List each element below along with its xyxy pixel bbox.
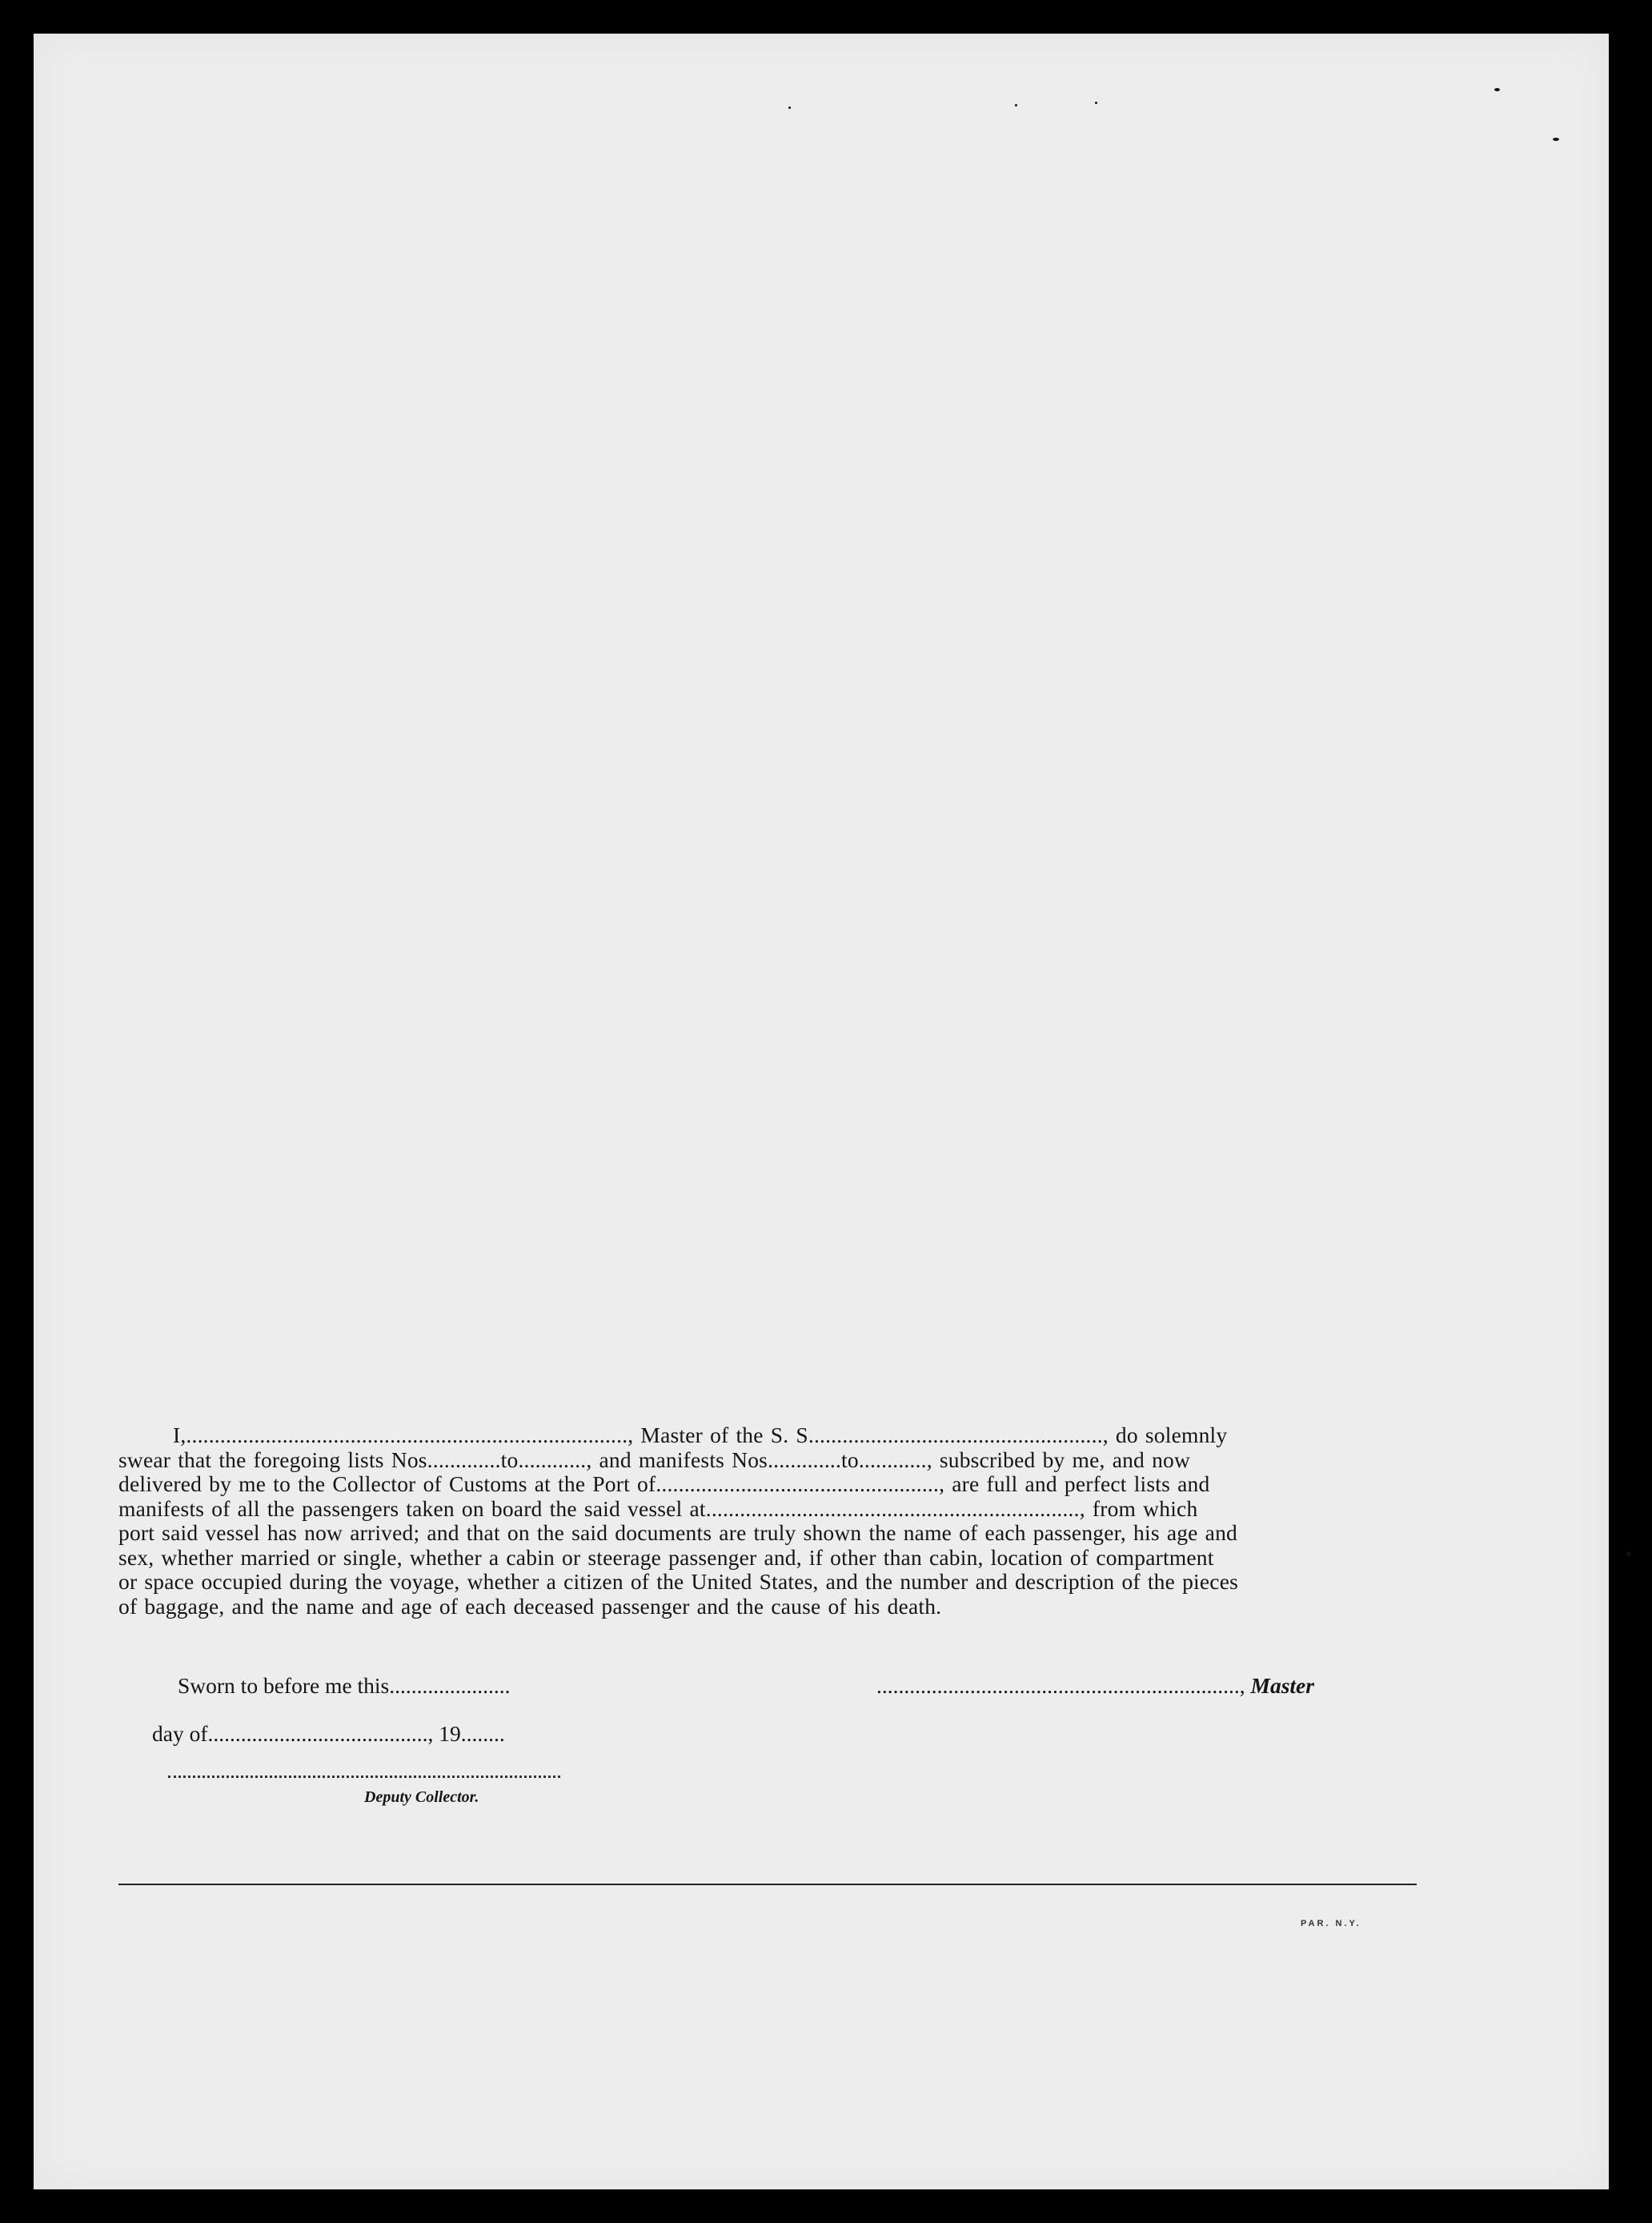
oath-line-6 <box>118 1546 1434 1571</box>
oath-line-text: or space occupied during the voyage, whether a citizen of the United States, and the number and description of the pieces <box>118 1569 1239 1594</box>
oath-line-3 <box>118 1472 1434 1497</box>
oath-line-4 <box>118 1497 1434 1522</box>
oath-line-7 <box>118 1570 1434 1595</box>
oath-line-text: sex, whether married or single, whether a cabin or steerage passenger and, if other than cabin, location of compartment <box>118 1544 1214 1570</box>
master-label: Master <box>1250 1673 1314 1698</box>
oath-paragraph <box>118 1423 1434 1619</box>
sworn-line <box>178 1673 511 1699</box>
bottom-rule <box>118 1884 1417 1885</box>
oath-line-text: of baggage, and the name and age of each deceased passenger and the cause of his death. <box>118 1593 942 1619</box>
day-text: day of........................................, 19........ <box>152 1721 505 1746</box>
sworn-text: Sworn to before me this...................... <box>178 1673 511 1698</box>
form-page <box>34 34 1609 2189</box>
oath-line-8 <box>118 1595 1434 1619</box>
oath-line-5 <box>118 1521 1434 1546</box>
scan-speck <box>1015 104 1017 106</box>
oath-line-text: swear that the foregoing lists Nos.............to............, and manifests Nos.............to............, subscribed by me, and now <box>118 1447 1191 1472</box>
master-signature-dots: .................................................................., <box>876 1673 1245 1698</box>
master-signature-line <box>876 1673 1314 1699</box>
oath-line-text: port said vessel has now arrived; and that on the said documents are truly shown the name of each passenger, his age and <box>118 1520 1237 1545</box>
deputy-collector-label: Deputy Collector. <box>364 1788 479 1806</box>
scan-speck <box>788 106 791 109</box>
scan-speck <box>1626 1551 1631 1556</box>
scan-speck <box>1553 138 1559 141</box>
oath-line-text: manifests of all the passengers taken on board the said vessel at.................................................................., from which <box>118 1495 1198 1521</box>
scan-speck <box>1095 102 1097 104</box>
oath-line-text: delivered by me to the Collector of Customs at the Port of.................................................., are full and perfect lists and <box>118 1471 1210 1496</box>
day-line <box>152 1721 505 1747</box>
oath-line-2 <box>118 1448 1434 1473</box>
oath-line-1 <box>118 1423 1434 1448</box>
deputy-signature-line <box>168 1776 560 1778</box>
scan-speck <box>1494 88 1500 91</box>
printer-mark: PAR. N.Y. <box>1301 1919 1361 1928</box>
oath-line-text: I,.............................................................................., Master of the S. S...................................................., do solemnly <box>173 1422 1228 1447</box>
